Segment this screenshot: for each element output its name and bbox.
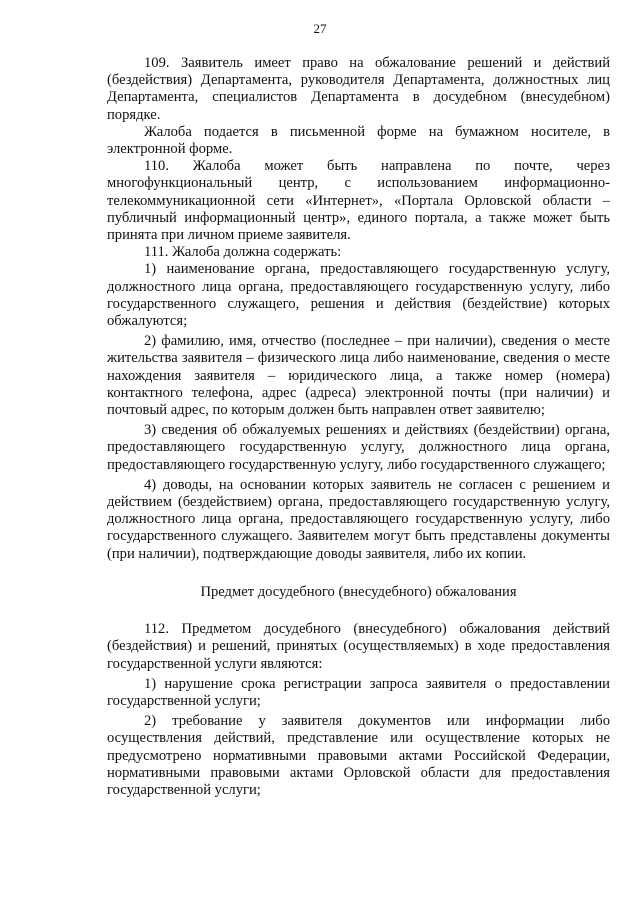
paragraph-111: 111. Жалоба должна содержать: bbox=[144, 244, 342, 261]
paragraph-109: 109. Заявитель имеет право на обжалование решений и действий (бездействия) Департамента, руководителя Департамента, должностных лиц Департамента, специалистов Департамента в досудебном (внесудебном) порядке. bbox=[107, 55, 610, 123]
list-item-111-4: 4) доводы, на основании которых заявитель не согласен с решением и действием (бездействием) органа, предоставляющего государственную услугу, должностного лица органа, предоставляющего государственную услугу, либо государственного служащего. Заявителем могут быть представлены документы (при наличии), подтверждающие доводы заявителя, либо их копии. bbox=[107, 476, 610, 562]
list-item-111-2: 2) фамилию, имя, отчество (последнее – при наличии), сведения о месте жительства заявителя – физического лица либо наименование, сведения о месте нахождения заявителя – юридического лица, а также номер (номера) контактного телефона, адрес (адреса) электронной почты (при наличии) и почтовый адрес, по которым должен быть направлен ответ заявителю; bbox=[107, 333, 610, 419]
list-item-111-3: 3) сведения об обжалуемых решениях и действиях (бездействии) органа, предоставляющего государственную услугу, должностного лица органа, предоставляющего государственную услугу, либо государственного служащего; bbox=[107, 422, 610, 473]
document-body bbox=[107, 55, 610, 799]
list-item-111-1: 1) наименование органа, предоставляющего государственную услугу, должностного лица органа, предоставляющего государственную услугу, либо государственного служащего, решения и действия (бездействие) которых обжалуются; bbox=[107, 261, 610, 330]
list-item-112-1: 1) нарушение срока регистрации запроса заявителя о предоставлении государственной услуги; bbox=[107, 675, 610, 709]
paragraph-112: 112. Предметом досудебного (внесудебного) обжалования действий (бездействия) и решений, принятых (осуществляемых) в ходе предоставления государственной услуги являются: bbox=[107, 621, 610, 672]
paragraph-110: 110. Жалоба может быть направлена по почте, через многофункциональный центр, с использованием информационно-телекоммуникационной сети «Интернет», «Портала Орловской области – публичный информационный центр», единого портала, а также может быть принята при личном приеме заявителя. bbox=[107, 158, 610, 244]
page-number: 27 bbox=[313, 21, 327, 36]
list-item-112-2: 2) требование у заявителя документов или информации либо осуществления действий, представление или осуществление которых не предусмотрено нормативными правовыми актами Российской Федерации, нормативными правовыми актами Орловской области для предоставления государственной услуги; bbox=[107, 713, 610, 798]
section-heading: Предмет досудебного (внесудебного) обжалования bbox=[200, 583, 517, 600]
paragraph-complaint-form: Жалоба подается в письменной форме на бумажном носителе, в электронной форме. bbox=[107, 123, 610, 158]
